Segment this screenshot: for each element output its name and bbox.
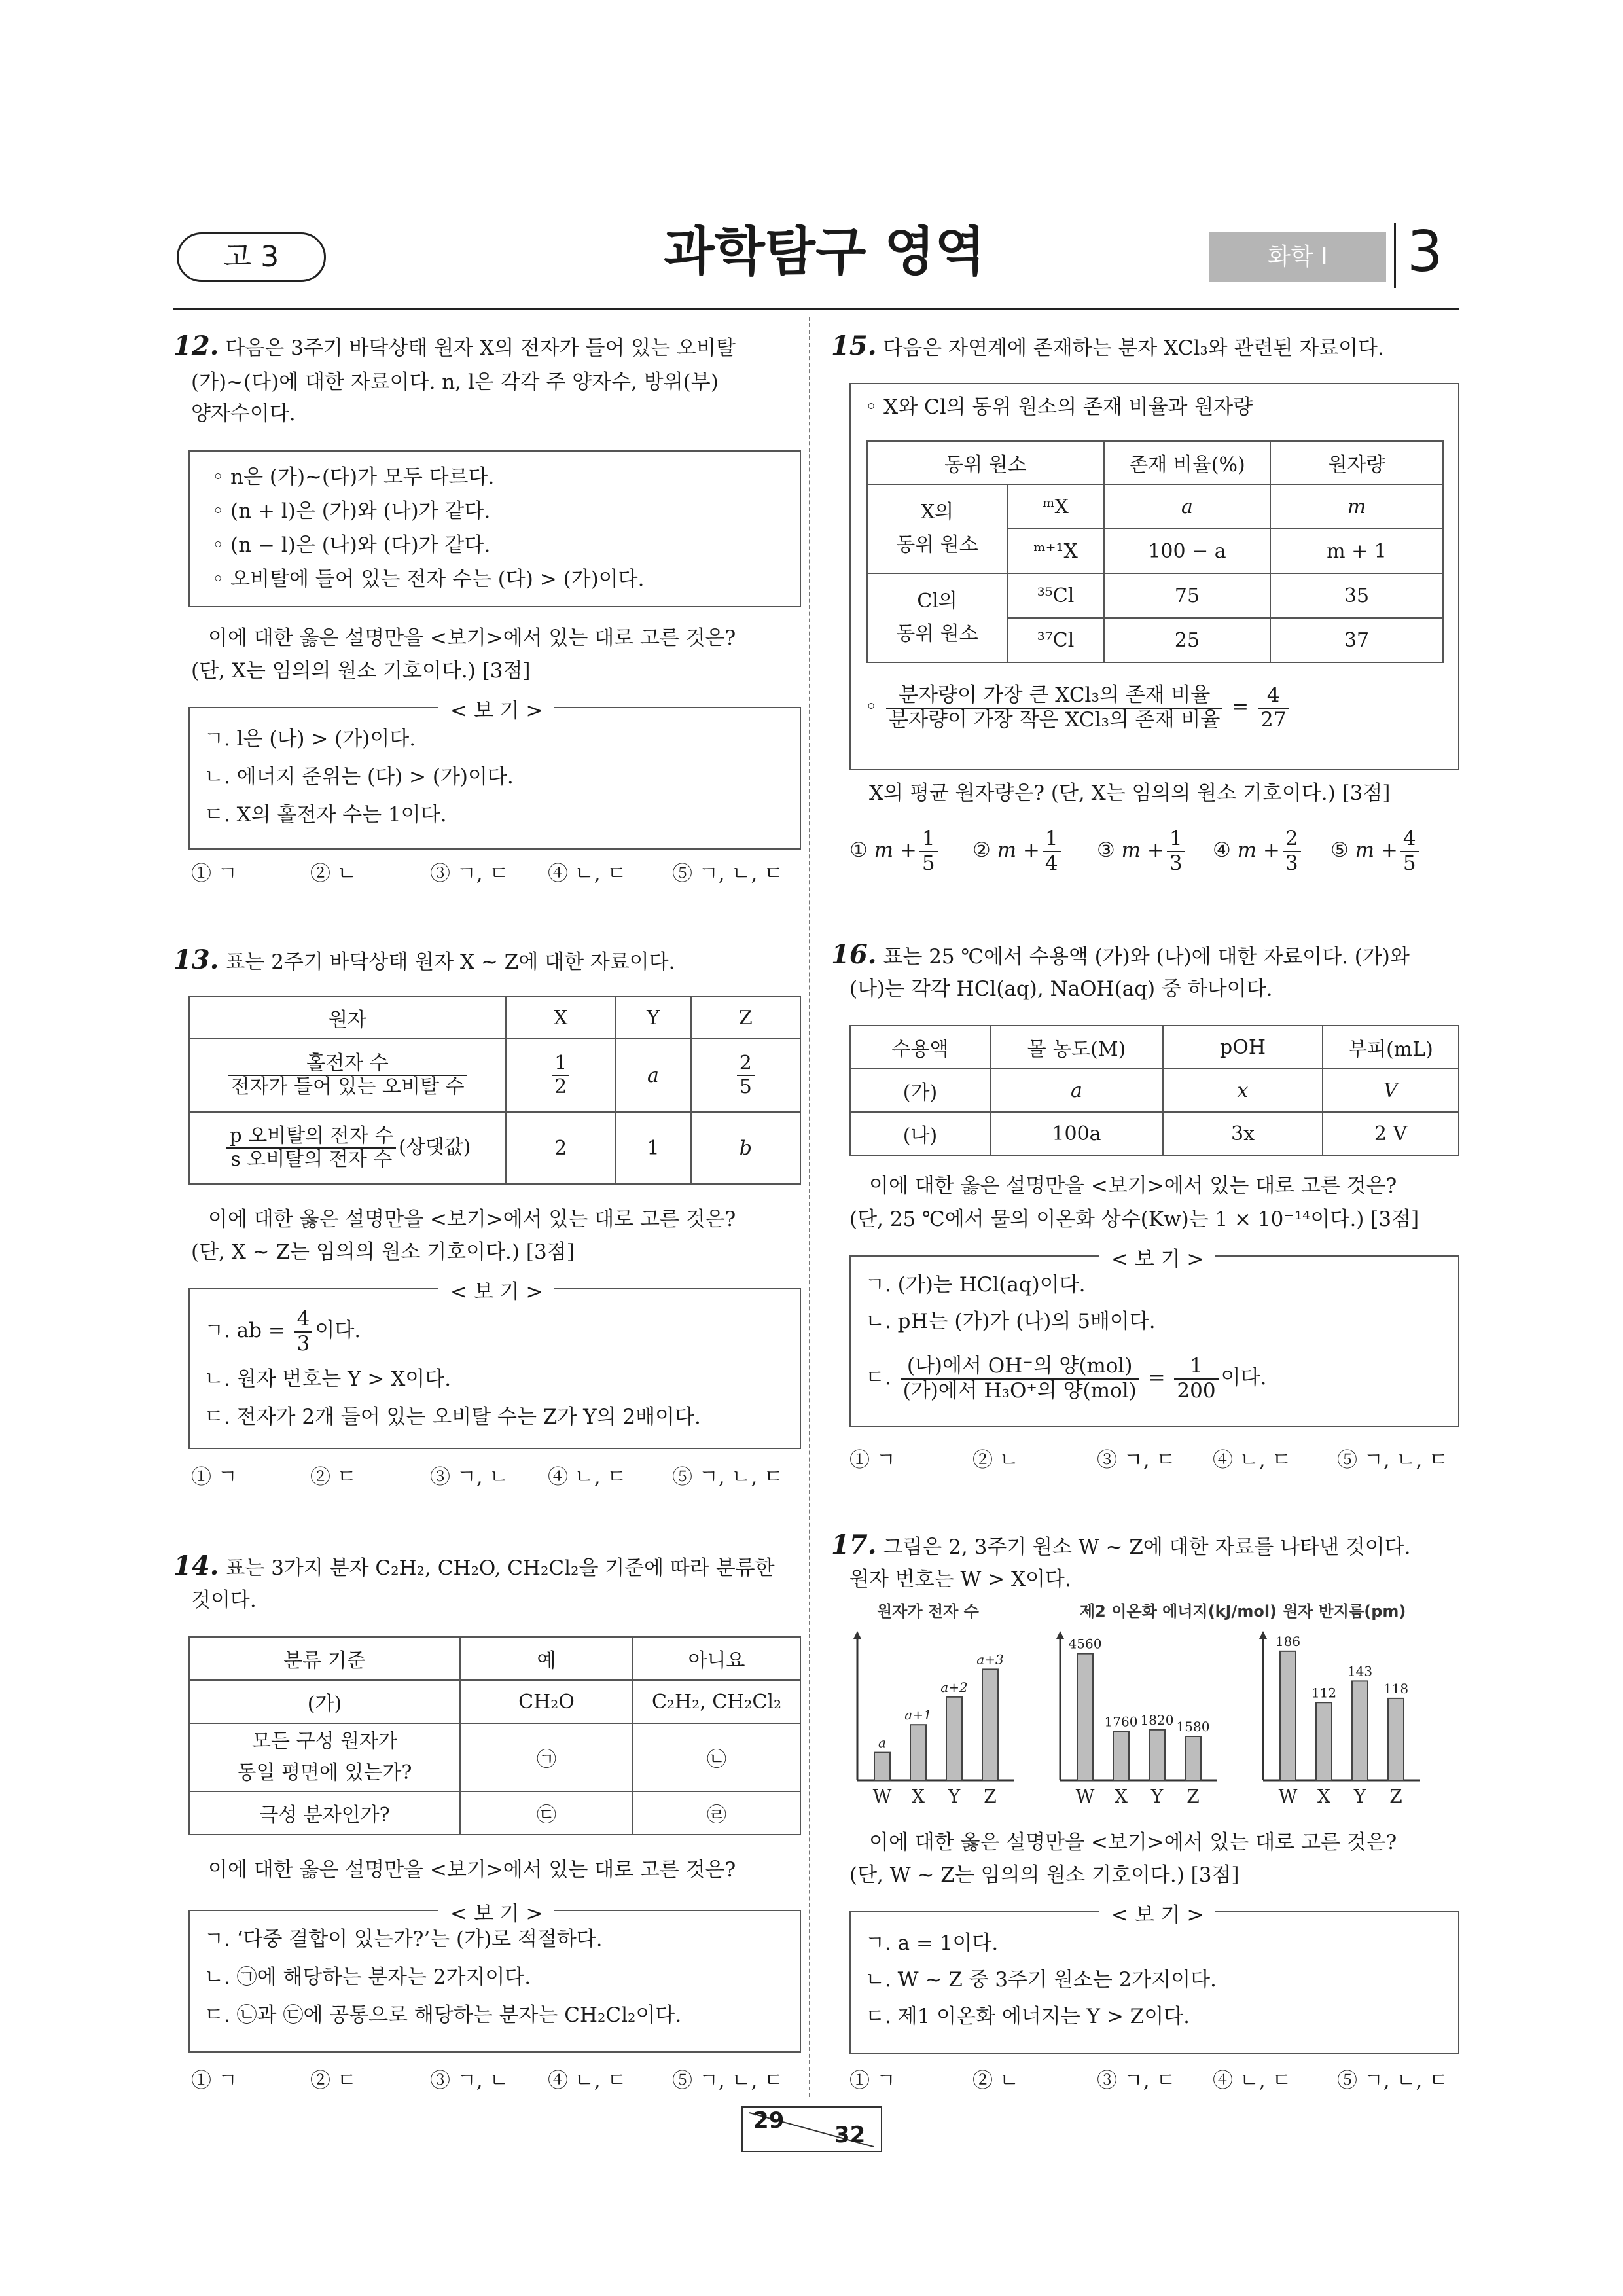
q15-cell: a — [1104, 484, 1270, 529]
chart-valence — [853, 1602, 1014, 1807]
q16-bogi-item: ㄷ. $\frac{\text{(나)에서 OH⁻의 양(mol)}}{\text{(가)에서 H₃O⁺의 양(mol)}}$ = $\frac{1}{200}$ 이다. — [865, 1354, 1267, 1403]
q14-prompt: 이에 대한 옳은 설명만을 <보기>에서 있는 대로 고른 것은? — [208, 1858, 736, 1882]
q12-condition: ◦ 오비탈에 들어 있는 전자 수는 (다) > (가)이다. — [212, 567, 645, 591]
q15-prompt: X의 평균 원자량은? (단, X는 임의의 원소 기호이다.) [3점] — [869, 781, 1391, 805]
q16-option-4[interactable]: ④ ㄴ, ㄷ — [1213, 1448, 1292, 1472]
q14-cell: 극성 분자인가? — [189, 1791, 460, 1835]
q12-option-4[interactable]: ④ ㄴ, ㄷ — [548, 862, 627, 886]
q17-stem: 17. 그림은 2, 3주기 원소 W ~ Z에 대한 자료를 나타낸 것이다. — [831, 1530, 1411, 1560]
q12-bogi-item: ㄱ. l은 (나) > (가)이다. — [204, 727, 416, 751]
q12-bogi-title: < 보 기 > — [438, 694, 554, 723]
q16-option-2[interactable]: ② ㄴ — [972, 1448, 1019, 1472]
q15-cell: ᵐX — [1007, 484, 1104, 529]
q13-number: 13. — [173, 944, 219, 975]
q13-option-4[interactable]: ④ ㄴ, ㄷ — [548, 1465, 627, 1489]
grade-badge — [177, 232, 326, 282]
q14-option-4[interactable]: ④ ㄴ, ㄷ — [548, 2069, 627, 2092]
q16-header: pOH — [1163, 1026, 1323, 1069]
q13-row2-label: $\frac{\text{p 오비탈의 전자 수}}{\text{s 오비탈의 전자 수}}$ (상댓값) — [189, 1112, 506, 1184]
page-counter — [741, 2106, 882, 2152]
q16-cell: 2 V — [1323, 1112, 1459, 1155]
q12-bogi-item: ㄴ. 에너지 준위는 (다) > (가)이다. — [204, 765, 514, 789]
bar-value-label: 1820 — [1140, 1712, 1174, 1728]
q14-bogi-title: < 보 기 > — [438, 1897, 554, 1926]
q16-stem: 16. 표는 25 ℃에서 수용액 (가)와 (나)에 대한 자료이다. (가)와 — [831, 939, 1410, 970]
q12-prompt: 이에 대한 옳은 설명만을 <보기>에서 있는 대로 고른 것은? — [208, 626, 736, 650]
q12-condition: ◦ (n + l)은 (가)와 (나)가 같다. — [212, 499, 491, 523]
q14-bogi-item: ㄱ. ‘다중 결합이 있는가?’는 (가)로 적절하다. — [204, 1928, 603, 1951]
q13-bogi-item: ㄷ. 전자가 2개 들어 있는 오비탈 수는 Z가 Y의 2배이다. — [204, 1405, 701, 1429]
total-pages: 32 — [834, 2122, 866, 2148]
bar — [1113, 1731, 1129, 1780]
bar-value-label: 118 — [1383, 1680, 1409, 1696]
q15-group-x: X의 동위 원소 — [867, 484, 1007, 573]
subject-badge — [1209, 232, 1386, 282]
y-axis-arrow — [853, 1631, 861, 1639]
q15-option-5[interactable]: ⑤ m + $\frac{4}{5}$ — [1330, 827, 1421, 875]
category-label: Z — [984, 1785, 997, 1807]
q12-option-2[interactable]: ② ㄴ — [310, 862, 357, 886]
q17-bogi-item: ㄱ. a = 1이다. — [865, 1931, 999, 1955]
header-divider — [1394, 223, 1396, 288]
q12-number: 12. — [173, 331, 219, 361]
q14-table — [188, 1636, 801, 1835]
q12-stem-line2: (가)~(다)에 대한 자료이다. n, l은 각각 주 양자수, 방위(부) — [191, 370, 719, 394]
q12-bogi-box — [188, 699, 801, 850]
q16-header: 부피(mL) — [1323, 1026, 1459, 1069]
category-label: W — [1278, 1785, 1298, 1807]
q12-option-3[interactable]: ③ ㄱ, ㄷ — [430, 862, 509, 886]
q16-option-1[interactable]: ① ㄱ — [849, 1448, 896, 1472]
q16-number: 16. — [831, 939, 877, 970]
q15-header: 동위 원소 — [867, 441, 1104, 484]
q17-bogi-box — [849, 1903, 1459, 2054]
q17-option-3[interactable]: ③ ㄱ, ㄷ — [1097, 2069, 1176, 2092]
bar-value-label: 1580 — [1176, 1719, 1210, 1735]
q14-cell: 모든 구성 원자가 동일 평면에 있는가? — [189, 1723, 460, 1791]
q16-table — [849, 1025, 1459, 1156]
current-page: 29 — [753, 2108, 785, 2134]
q13-option-1[interactable]: ① ㄱ — [191, 1465, 238, 1489]
q17-bogi-item: ㄷ. 제1 이온화 에너지는 Y > Z이다. — [865, 2005, 1190, 2028]
q16-bogi-title: < 보 기 > — [1099, 1242, 1215, 1272]
q14-cell: C₂H₂, CH₂Cl₂ — [633, 1680, 800, 1723]
bar-value-label: a+1 — [904, 1707, 932, 1723]
q16-cell: V — [1323, 1069, 1459, 1112]
q14-cell: ㉣ — [633, 1791, 800, 1835]
q14-bogi-item: ㄷ. ㉡과 ㉢에 공통으로 해당하는 분자는 CH₂Cl₂이다. — [204, 2003, 682, 2027]
q12-condition: ◦ (n − l)은 (나)와 (다)가 같다. — [212, 533, 491, 557]
q14-cell: CH₂O — [460, 1680, 633, 1723]
q17-prompt: 이에 대한 옳은 설명만을 <보기>에서 있는 대로 고른 것은? — [869, 1831, 1397, 1854]
q15-cell: 35 — [1270, 573, 1443, 618]
q15-stem: 15. 다음은 자연계에 존재하는 분자 XCl₃와 관련된 자료이다. — [831, 331, 1384, 361]
q15-table — [866, 440, 1444, 663]
q13-cell: $\frac{2}{5}$ — [691, 1039, 800, 1112]
q16-cell: 100a — [990, 1112, 1163, 1155]
q16-cell: a — [990, 1069, 1163, 1112]
q15-number: 15. — [831, 331, 877, 361]
q14-header: 아니요 — [633, 1637, 800, 1680]
q16-header: 몰 농도(M) — [990, 1026, 1163, 1069]
category-label: Y — [1353, 1785, 1366, 1807]
q16-stem-line2: (나)는 각각 HCl(aq), NaOH(aq) 중 하나이다. — [849, 977, 1273, 1001]
bar-value-label: 112 — [1311, 1685, 1337, 1701]
q15-cell: 37 — [1270, 618, 1443, 662]
q15-cell: ³⁵Cl — [1007, 573, 1104, 618]
q16-cell: 3x — [1163, 1112, 1323, 1155]
q16-option-5[interactable]: ⑤ ㄱ, ㄴ, ㄷ — [1337, 1448, 1449, 1472]
bar — [1352, 1681, 1368, 1780]
y-axis-arrow — [1259, 1631, 1267, 1639]
bar-value-label: a — [878, 1734, 886, 1751]
category-label: Y — [1150, 1785, 1164, 1807]
chart-ie2 — [1056, 1602, 1277, 1807]
q12-option-1[interactable]: ① ㄱ — [191, 862, 238, 886]
chart-title: 원자가 전자 수 — [877, 1602, 979, 1621]
q14-header: 분류 기준 — [189, 1637, 460, 1680]
q16-cell: (나) — [850, 1112, 990, 1155]
q15-option-3[interactable]: ③ m + $\frac{1}{3}$ — [1097, 827, 1188, 875]
q15-data-box — [849, 383, 1459, 770]
q15-option-4[interactable]: ④ m + $\frac{2}{3}$ — [1213, 827, 1304, 875]
q12-prompt-line2: (단, X는 임의의 원소 기호이다.) [3점] — [191, 659, 531, 683]
q13-header: X — [506, 997, 615, 1039]
bar — [1280, 1651, 1296, 1780]
q16-prompt-line2: (단, 25 ℃에서 물의 이온화 상수(Kw)는 1 × 10⁻¹⁴이다.) [3점] — [849, 1208, 1419, 1231]
q14-cell: ㉢ — [460, 1791, 633, 1835]
q14-option-2[interactable]: ② ㄷ — [310, 2069, 357, 2092]
q17-prompt-line2: (단, W ~ Z는 임의의 원소 기호이다.) [3점] — [849, 1863, 1240, 1887]
q17-stem-line2: 원자 번호는 W > X이다. — [849, 1568, 1071, 1591]
bar-value-label: 143 — [1347, 1663, 1373, 1679]
q13-prompt-line2: (단, X ~ Z는 임의의 원소 기호이다.) [3점] — [191, 1240, 575, 1264]
page-title: 과학탐구 영역 — [664, 221, 986, 282]
bar — [946, 1697, 962, 1780]
q13-table — [188, 996, 801, 1185]
q14-number: 14. — [173, 1551, 219, 1581]
q17-option-2[interactable]: ② ㄴ — [972, 2069, 1019, 2092]
q15-header: 원자량 — [1270, 441, 1443, 484]
bar — [910, 1725, 926, 1780]
q14-bogi-box — [188, 1902, 801, 2053]
q13-header: Y — [615, 997, 690, 1039]
q13-bogi-item: ㄱ. ab = $\frac{4}{3}$ 이다. — [204, 1307, 361, 1355]
q15-cell: 75 — [1104, 573, 1270, 618]
q17-option-5[interactable]: ⑤ ㄱ, ㄴ, ㄷ — [1337, 2069, 1449, 2092]
q15-cell: ³⁷Cl — [1007, 618, 1104, 662]
category-label: W — [872, 1785, 892, 1807]
q12-condition: ◦ n은 (가)~(다)가 모두 다르다. — [212, 465, 495, 489]
q15-cell: m — [1270, 484, 1443, 529]
q14-header: 예 — [460, 1637, 633, 1680]
q16-option-3[interactable]: ③ ㄱ, ㄷ — [1097, 1448, 1176, 1472]
q14-cell: ㉠ — [460, 1723, 633, 1791]
q12-option-5[interactable]: ⑤ ㄱ, ㄴ, ㄷ — [672, 862, 784, 886]
q13-prompt: 이에 대한 옳은 설명만을 <보기>에서 있는 대로 고른 것은? — [208, 1208, 736, 1231]
q15-box-title: ◦ X와 Cl의 동위 원소의 존재 비율과 원자량 — [865, 395, 1253, 419]
q13-cell: 1 — [615, 1112, 690, 1184]
chart-title: 원자 반지름(pm) — [1283, 1602, 1406, 1621]
q13-header: 원자 — [189, 997, 506, 1039]
y-axis-arrow — [1056, 1631, 1064, 1639]
q14-bogi-item: ㄴ. ㉠에 해당하는 분자는 2가지이다. — [204, 1965, 531, 1989]
q14-option-5[interactable]: ⑤ ㄱ, ㄴ, ㄷ — [672, 2069, 784, 2092]
q15-option-2[interactable]: ② m + $\frac{1}{4}$ — [972, 827, 1063, 875]
chart-radius — [1259, 1602, 1420, 1807]
bar-value-label: 1760 — [1104, 1713, 1138, 1730]
q17-option-4[interactable]: ④ ㄴ, ㄷ — [1213, 2069, 1292, 2092]
q12-bogi-item: ㄷ. X의 홀전자 수는 1이다. — [204, 803, 447, 827]
q15-group-cl: Cl의 동위 원소 — [867, 573, 1007, 662]
q16-cell: x — [1163, 1069, 1323, 1112]
q13-option-3[interactable]: ③ ㄱ, ㄴ — [430, 1465, 509, 1489]
q12-stem: 12. 다음은 3주기 바닥상태 원자 X의 전자가 들어 있는 오비탈 — [173, 331, 736, 361]
bar — [1388, 1698, 1404, 1780]
q13-bogi-title: < 보 기 > — [438, 1275, 554, 1304]
bar-value-label: a+2 — [940, 1679, 968, 1695]
header-rule — [173, 308, 1459, 310]
q15-ratio: ◦ $\frac{\text{분자량이 가장 큰 XCl₃의 존재 비율}}{\text{분자량이 가장 작은 XCl₃의 존재 비율}}$ = $\frac{4}{27}$ — [865, 684, 1291, 732]
q15-cell: 100 − a — [1104, 529, 1270, 573]
bar-value-label: 4560 — [1068, 1636, 1102, 1652]
q16-bogi-item: ㄱ. (가)는 HCl(aq)이다. — [865, 1273, 1086, 1297]
q17-charts — [844, 1602, 1459, 1818]
q12-stem-line3: 양자수이다. — [191, 402, 296, 425]
q13-row1-label: $\frac{\text{홀전자 수}}{\text{전자가 들어 있는 오비탈 수}}$ — [189, 1039, 506, 1112]
q17-number: 17. — [831, 1530, 877, 1560]
bar — [1316, 1702, 1332, 1780]
bar — [874, 1753, 890, 1780]
q17-bogi-item: ㄴ. W ~ Z 중 3주기 원소는 2가지이다. — [865, 1968, 1217, 1992]
q14-option-1[interactable]: ① ㄱ — [191, 2069, 238, 2092]
bar — [1077, 1654, 1093, 1780]
q14-option-3[interactable]: ③ ㄱ, ㄴ — [430, 2069, 509, 2092]
category-label: Y — [948, 1785, 961, 1807]
q16-prompt: 이에 대한 옳은 설명만을 <보기>에서 있는 대로 고른 것은? — [869, 1174, 1397, 1198]
category-label: X — [1115, 1785, 1128, 1807]
q13-cell: 2 — [506, 1112, 615, 1184]
q12-condition-box — [188, 450, 801, 607]
grade-label: 고 3 — [223, 240, 279, 274]
q15-header: 존재 비율(%) — [1104, 441, 1270, 484]
q13-cell: $\frac{1}{2}$ — [506, 1039, 615, 1112]
q13-option-5[interactable]: ⑤ ㄱ, ㄴ, ㄷ — [672, 1465, 784, 1489]
category-label: X — [912, 1785, 925, 1807]
bar — [982, 1669, 998, 1780]
q15-option-1[interactable]: ① m + $\frac{1}{5}$ — [849, 827, 940, 875]
q15-cell: m + 1 — [1270, 529, 1443, 573]
q17-option-1[interactable]: ① ㄱ — [849, 2069, 896, 2092]
q14-stem-line2: 것이다. — [191, 1588, 257, 1612]
q13-stem: 13. 표는 2주기 바닥상태 원자 X ~ Z에 대한 자료이다. — [173, 944, 675, 975]
q13-bogi-box — [188, 1280, 801, 1449]
q13-cell: a — [615, 1039, 690, 1112]
chart-title: 제2 이온화 에너지(kJ/mol) — [1080, 1602, 1277, 1621]
q14-cell: (가) — [189, 1680, 460, 1723]
bar-value-label: a+3 — [976, 1651, 1004, 1668]
category-label: Z — [1186, 1785, 1200, 1807]
subject-label: 화학 I — [1268, 243, 1328, 270]
column-divider — [809, 317, 810, 2097]
q13-bogi-item: ㄴ. 원자 번호는 Y > X이다. — [204, 1367, 452, 1391]
q14-stem: 14. 표는 3가지 분자 C₂H₂, CH₂O, CH₂Cl₂을 기준에 따라 분류한 — [173, 1551, 775, 1581]
q15-cell: 25 — [1104, 618, 1270, 662]
q16-bogi-item: ㄴ. pH는 (가)가 (나)의 5배이다. — [865, 1310, 1156, 1333]
category-label: Z — [1389, 1785, 1402, 1807]
q13-header: Z — [691, 997, 800, 1039]
q16-bogi-box — [849, 1247, 1459, 1427]
category-label: X — [1317, 1785, 1330, 1807]
q17-bogi-title: < 보 기 > — [1099, 1898, 1215, 1928]
q13-option-2[interactable]: ② ㄷ — [310, 1465, 357, 1489]
q16-cell: (가) — [850, 1069, 990, 1112]
q14-cell: ㉡ — [633, 1723, 800, 1791]
q16-header: 수용액 — [850, 1026, 990, 1069]
bar-value-label: 186 — [1275, 1633, 1301, 1649]
bar — [1185, 1736, 1201, 1780]
q13-cell: b — [691, 1112, 800, 1184]
q15-cell: ᵐ⁺¹X — [1007, 529, 1104, 573]
bar — [1149, 1730, 1165, 1780]
page-number: 3 — [1407, 219, 1443, 285]
category-label: W — [1075, 1785, 1095, 1807]
